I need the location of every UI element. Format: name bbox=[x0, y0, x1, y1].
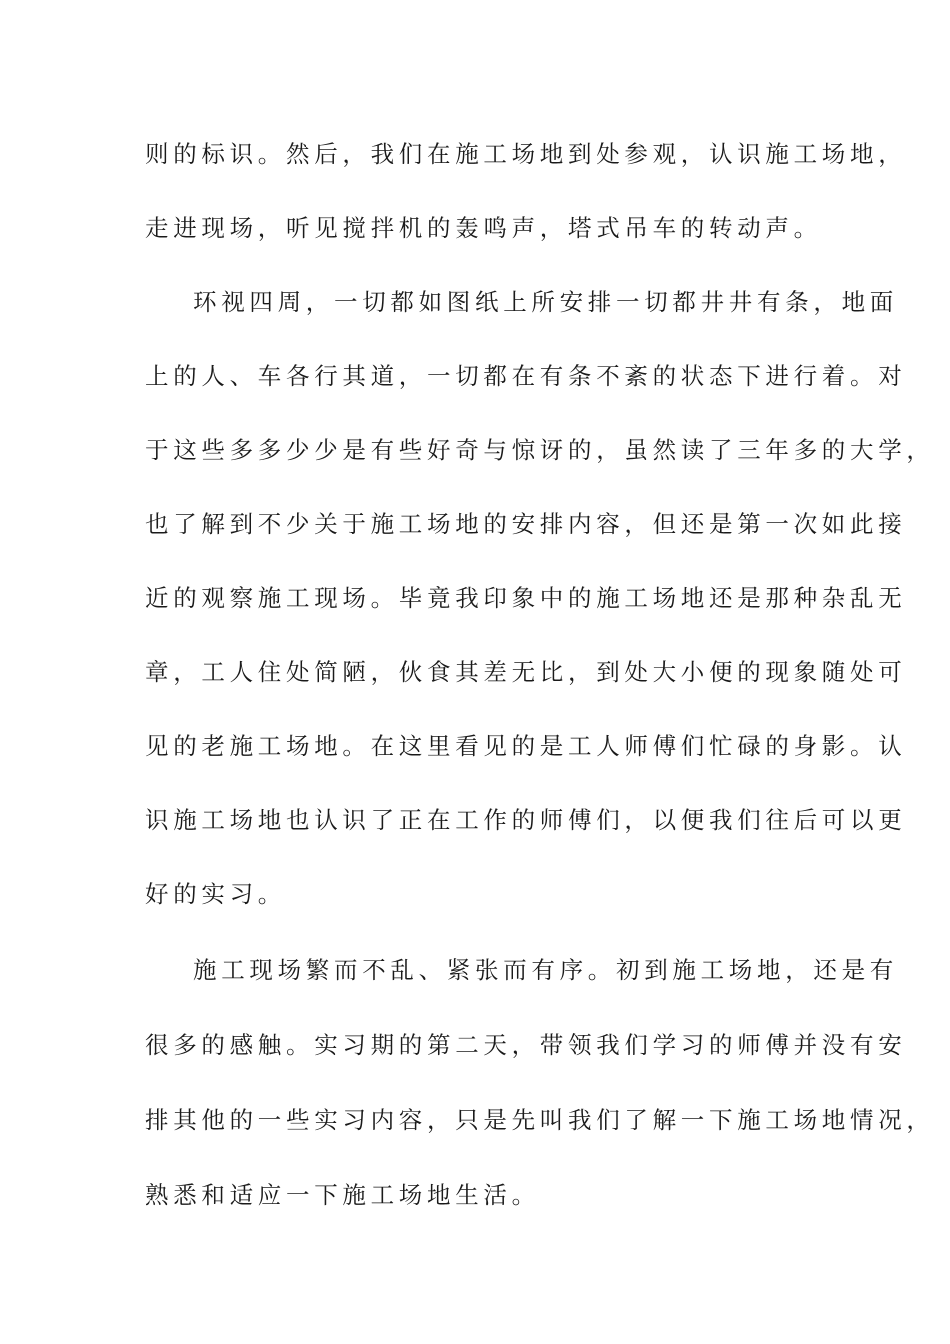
text-line: 走进现场，听见搅拌机的轰鸣声，塔式吊车的转动声。 bbox=[145, 214, 822, 242]
text-line: 则的标识。然后，我们在施工场地到处参观，认识施工场地， bbox=[145, 140, 907, 168]
text-line: 排其他的一些实习内容，只是先叫我们了解一下施工场地情况， bbox=[145, 1106, 935, 1134]
text-line: 识施工场地也认识了正在工作的师傅们，以便我们往后可以更 bbox=[145, 806, 907, 834]
paragraph-first-line: 施工现场繁而不乱、紧张而有序。初到施工场地，还是有 bbox=[193, 956, 898, 984]
text-line: 于这些多多少少是有些好奇与惊讶的，虽然读了三年多的大学， bbox=[145, 436, 935, 464]
text-line: 熟悉和适应一下施工场地生活。 bbox=[145, 1181, 540, 1209]
text-line: 好的实习。 bbox=[145, 880, 286, 908]
paragraph-first-line: 环视四周，一切都如图纸上所安排一切都井井有条，地面 bbox=[193, 288, 898, 316]
text-line: 章，工人住处简陋，伙食其差无比，到处大小便的现象随处可 bbox=[145, 658, 907, 686]
text-line: 也了解到不少关于施工场地的安排内容，但还是第一次如此接 bbox=[145, 510, 907, 538]
text-line: 很多的感触。实习期的第二天，带领我们学习的师傅并没有安 bbox=[145, 1031, 907, 1059]
text-line: 上的人、车各行其道，一切都在有条不紊的状态下进行着。对 bbox=[145, 362, 907, 390]
text-line: 见的老施工场地。在这里看见的是工人师傅们忙碌的身影。认 bbox=[145, 732, 907, 760]
text-line: 近的观察施工现场。毕竟我印象中的施工场地还是那种杂乱无 bbox=[145, 584, 907, 612]
